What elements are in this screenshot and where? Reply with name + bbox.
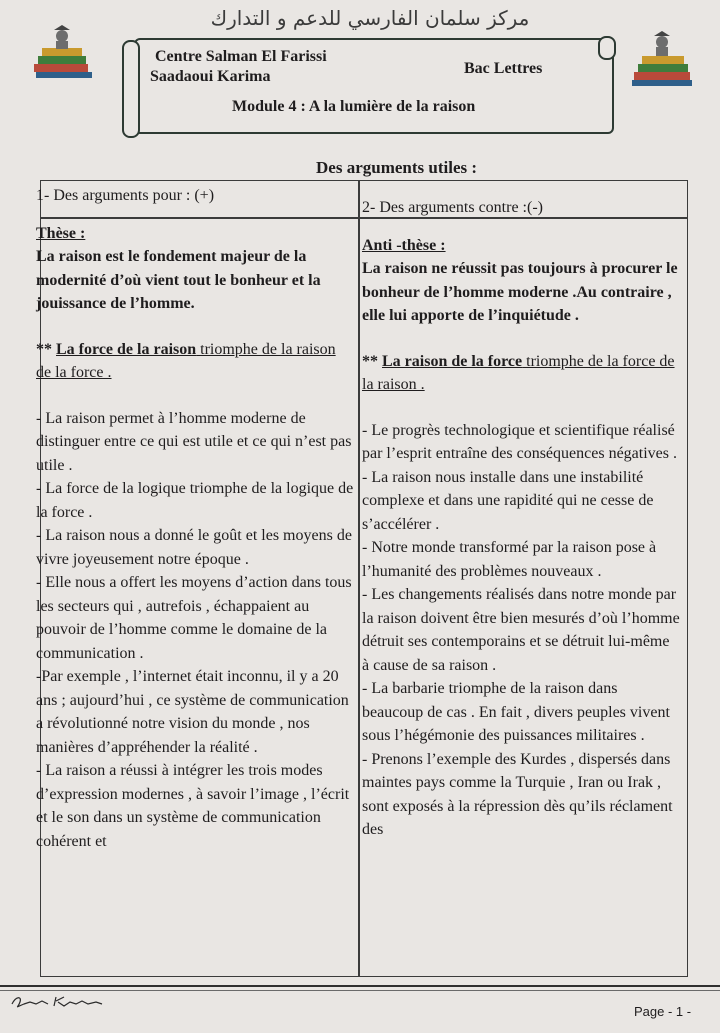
argument-item: - Prenons l’exemple des Kurdes , dispersés dans maintes pays comme la Turquie , Iran ou Irak , sont exposés à la répression dès qu’ils réclament des	[362, 750, 673, 838]
books-graduate-logo-icon	[622, 18, 702, 88]
argument-item: - La raison nous a donné le goût et les moyens de vivre joyeusement notre époque .	[36, 527, 352, 568]
page-number: Page - 1 -	[634, 1004, 692, 1019]
arguments-against-column	[362, 196, 680, 842]
argument-item: - La raison permet à l’homme moderne de distinguer entre ce qui est utile et ce qui n’est pas utile .	[36, 409, 352, 474]
argument-item: - Elle nous a offert les moyens d’action dans tous les secteurs qui , autrefois , échappaient au pouvoir de l’homme comme le domaine de la communication .	[36, 574, 352, 662]
argument-item: - Le progrès technologique et scientifique réalisé par l’esprit entraîne des conséquences négatives .	[362, 421, 677, 462]
footer-rule	[0, 990, 720, 991]
arguments-for-column	[36, 184, 354, 853]
module-title: Module 4 : A la lumière de la raison	[232, 98, 476, 115]
argument-item: - La raison a réussi à intégrer les trois modes d’expression modernes , à savoir l’image , l’écrit et le son dans un système de communication cohérent et	[36, 762, 350, 850]
argument-item: - La barbarie triomphe de la raison dans beaucoup de cas . En fait , divers peuples vivent sous l’hégémonie des puissances militaires .	[362, 680, 670, 744]
antithesis-label: Anti -thèse :	[362, 236, 446, 254]
arabic-center-title: مركز سلمان الفارسي للدعم و التدارك	[210, 6, 530, 30]
center-name: Centre Salman El Farissi	[155, 48, 327, 65]
arguments-list	[362, 419, 680, 842]
force-statement: ** La force de la raison triomphe de la raison de la force .	[36, 340, 336, 381]
level-label: Bac Lettres	[464, 60, 543, 77]
thesis-text: La raison est le fondement majeur de la modernité d’où vient tout le bonheur et la jouissance de l’homme.	[36, 248, 321, 312]
thesis-label: Thèse :	[36, 224, 86, 242]
handwritten-signature	[10, 992, 120, 1010]
force-statement: ** La raison de la force triomphe de la force de la raison .	[362, 352, 675, 393]
section-title: Des arguments utiles :	[316, 158, 478, 177]
argument-item: - Les changements réalisés dans notre monde par la raison doivent être bien mesurés d’où l’homme détruit ses contemporains et se détruit lui-même à cause de sa raison .	[362, 586, 680, 674]
argument-item: - La raison nous installe dans une instabilité complexe et dans une rapidité qui ne cesse de s’accélérer .	[362, 468, 654, 533]
argument-item: - Notre monde transformé par la raison pose à l’humanité des problèmes nouveaux .	[362, 539, 657, 580]
author-name: Saadaoui Karima	[150, 68, 271, 85]
argument-item: - La force de la logique triomphe de la logique de la force .	[36, 480, 354, 521]
column-heading-against: 2- Des arguments contre :(-)	[362, 199, 543, 216]
column-heading-for: 1- Des arguments pour : (+)	[36, 187, 215, 204]
argument-item: -Par exemple , l’internet était inconnu, il y a 20 ans ; aujourd’hui , ce système de communication a révolutionné notre vision du monde , nos manières d’appréhender la réalité .	[36, 668, 349, 756]
books-graduate-logo-icon	[28, 18, 108, 88]
antithesis-text: La raison ne réussit pas toujours à procurer le bonheur de l’homme moderne .Au contraire , elle lui apporte de l’inquiétude .	[362, 260, 678, 324]
footer-rule	[0, 985, 720, 987]
arguments-list	[36, 407, 354, 854]
